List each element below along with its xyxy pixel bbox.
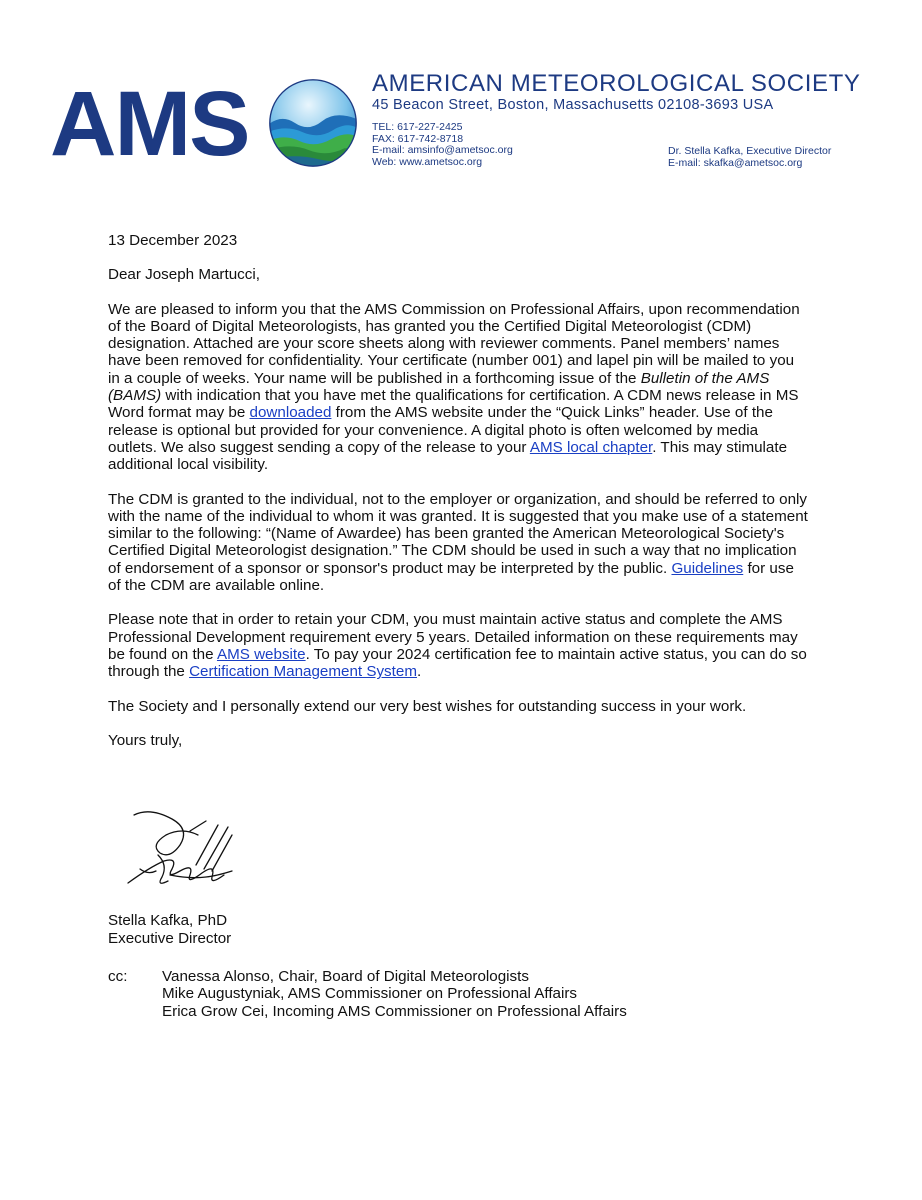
salutation: Dear Joseph Martucci,: [108, 266, 260, 284]
contact-info: [372, 122, 513, 168]
paragraph-4: The Society and I personally extend our very best wishes for outstanding success in your work.: [108, 697, 747, 715]
signer-title: Executive Director: [108, 929, 232, 947]
org-name: AMERICAN METEOROLOGICAL SOCIETY: [372, 70, 861, 97]
p1-text-d: . This may stimulate additional local visibility.: [108, 438, 788, 474]
certification-system-link[interactable]: Certification Management System: [189, 663, 417, 681]
director-name: Dr. Stella Kafka, Executive Director: [668, 145, 832, 157]
p1-text-a: We are pleased to inform you that the AMS Commission on Professional Affairs, upon recommendation of the Board of Digital Meteorologists, has granted you the Certified Digital Meteorologist (CDM) designation. Attached are your score sheets along with reviewer comments. Panel members’ names have been removed for confidentiality. Your certificate (number 001) and lapel pin will be mailed to you in a couple of weeks. Your name will be published in a forthcoming issue of the: [108, 300, 800, 387]
p3-text-b: . To pay your 2024 certification fee to maintain active status, you can do so through the: [108, 645, 807, 681]
local-chapter-link[interactable]: AMS local chapter: [529, 438, 653, 456]
cc-list: [162, 968, 627, 1020]
downloaded-link[interactable]: downloaded: [249, 404, 332, 422]
ams-logo-wordmark: AMS: [50, 73, 249, 175]
paragraph-1: [108, 301, 808, 474]
cc-item: Mike Augustyniak, AMS Commissioner on Professional Affairs: [162, 985, 578, 1003]
web: Web: www.ametsoc.org: [372, 155, 483, 168]
director-contact: [668, 146, 831, 169]
paragraph-3: [108, 611, 808, 680]
signer-name: Stella Kafka, PhD: [108, 912, 228, 929]
p2-text-b: for use of the CDM are available online.: [108, 559, 794, 595]
letterhead: [0, 0, 922, 200]
p1-text-b: with indication that you have met the qualifications for certification. A CDM news release in MS Word format may be: [108, 387, 799, 422]
director-email: E-mail: skafka@ametsoc.org: [668, 156, 803, 169]
guidelines-link[interactable]: Guidelines: [671, 559, 744, 577]
org-address: 45 Beacon Street, Boston, Massachusetts 02108-3693 USA: [372, 97, 774, 113]
closing: Yours truly,: [108, 731, 183, 749]
p2-text-a: The CDM is granted to the individual, not to the employer or organization, and should be referred to only with the name of the individual to whom it was granted. It is suggested that you make use of a statement similar to the following: “(Name of Awardee) has been granted the American Meteorological Society's Certified Digital Meteorologist designation.” The CDM should be used in such a way that no implication of endorsement of a sponsor or sponsor's product may be interpreted by the public.: [108, 490, 808, 577]
letter-date: 13 December 2023: [108, 232, 238, 249]
cc-label: cc:: [108, 968, 128, 985]
p3-text-a: Please note that in order to retain your CDM, you must maintain active status and complete the AMS Professional Development requirement every 5 years. Detailed information on these requirements may be found on the: [108, 611, 798, 663]
tel: TEL: 617-227-2425: [372, 121, 463, 133]
globe-logo-icon: [268, 78, 358, 168]
email: E-mail: amsinfo@ametsoc.org: [372, 144, 513, 156]
bams-title: Bulletin of the AMS (BAMS): [108, 369, 770, 405]
signer-block: [108, 912, 231, 947]
letter-body: [108, 232, 808, 766]
ams-website-link[interactable]: AMS website: [216, 645, 306, 663]
fax: FAX: 617-742-8718: [372, 132, 464, 145]
p1-text-c: from the AMS website under the “Quick Links” header. Use of the release is optional but provided for your convenience. A digital photo is often welcomed by media outlets. We also suggest sending a copy of the release to your: [108, 404, 773, 456]
cc-item: Vanessa Alonso, Chair, Board of Digital Meteorologists: [162, 968, 529, 985]
p3-text-c: .: [416, 663, 422, 681]
signature-icon: [120, 805, 250, 895]
paragraph-2: [108, 491, 808, 595]
cc-item: Erica Grow Cei, Incoming AMS Commissioner on Professional Affairs: [162, 1002, 627, 1020]
